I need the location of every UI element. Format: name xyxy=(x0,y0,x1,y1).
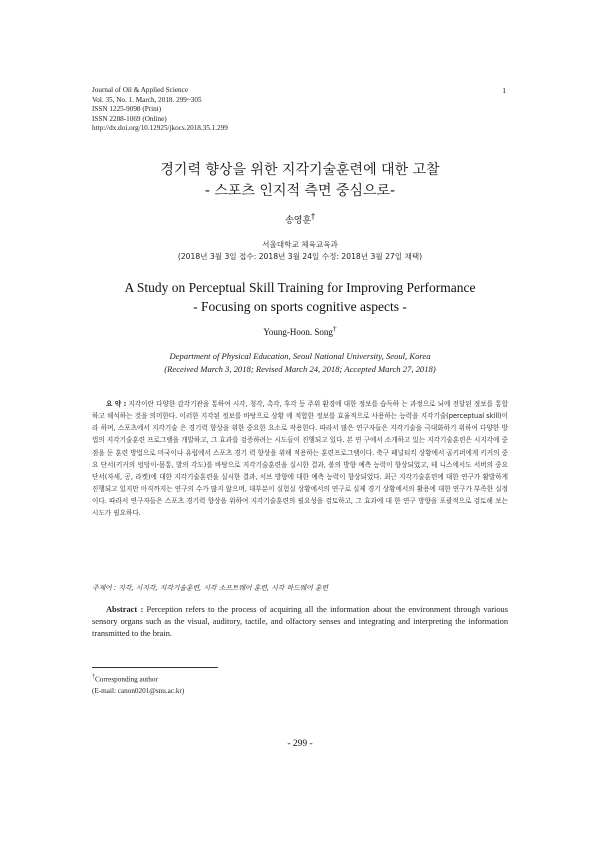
korean-abstract-line: 한 연구 방향을 포괄적으로 검토해 보는 시도가 필요하다. xyxy=(92,497,508,518)
english-title-line1: A Study on Perceptual Skill Training for Improving Performance xyxy=(124,280,476,295)
korean-author xyxy=(0,212,600,226)
korean-abstract-line: 는 과정으로 뇌에 전달된 정보를 통합하고 해석하는 것을 의미한다. 이러한 지각된 정보를 바탕으로 상황 xyxy=(92,400,508,421)
journal-info xyxy=(92,86,228,134)
footnote xyxy=(92,672,184,698)
english-abstract-line: integrating and interpreting the information transmitted to the brain. xyxy=(92,617,509,639)
korean-abstract xyxy=(92,398,508,520)
korean-dates: (2018년 3월 3일 접수: 2018년 3월 24일 수정: 2018년 3월 27일 채택) xyxy=(177,251,423,261)
footnote-email: (E-mail: canon0201@snu.ac.kr) xyxy=(92,686,185,695)
korean-abstract-line: 지각이란 다양한 감각기관을 통하여 시각, 청각, 촉각, 후각 등 주위 환경에 대한 정보를 습득하 xyxy=(128,400,400,408)
journal-volume: Vol. 35, No. 1. March, 2018. 299~305 xyxy=(92,95,202,104)
korean-abstract-line: 구에서 소개하고 있는 지각기술훈련은 시지각에 중점을 둔 훈련 방법으로 미국이나 유럽에서 스포츠 경기 xyxy=(92,436,508,457)
footnote-corresponding: Corresponding author xyxy=(95,675,158,684)
english-author xyxy=(0,324,600,337)
english-dates: (Received March 3, 2018; Revised March 24, 2018; Accepted March 27, 2018) xyxy=(164,363,436,374)
english-abstract xyxy=(92,604,508,641)
english-affiliation-name: Department of Physical Education, Seoul National University, Seoul, Korea xyxy=(169,351,431,361)
korean-title xyxy=(0,160,600,202)
english-abstract-label: Abstract : xyxy=(106,605,144,614)
english-author-name: Young-Hoon. Song xyxy=(263,327,333,337)
korean-abstract-line: 니스에서도 서버의 중요 단서(자세, 공, 라켓)에 대한 지각기술훈련을 실시한 결과, 서브 방향에 대한 예측 xyxy=(92,460,508,481)
korean-abstract-line: 많지 않으며, 대부분이 실험실 상황에서의 연구로 실제 경기 상황에서의 활용에 대한 연구가 부족한 실정 xyxy=(210,485,508,494)
korean-abstract-line: 능력이 향상되었다. 최근 지각기술훈련에 대한 연구가 활발하게 진행되고 있지만 아직까지는 연구의 수가 xyxy=(92,472,508,494)
korean-abstract-line: 에 적합한 정보를 효율적으로 사용하는 능력을 지각기술(perceptual skill)이라 하며, 스포츠에서 지각기술 xyxy=(92,412,509,433)
korean-abstract-line: 은 경기력 향상을 위한 중요한 요소로 작용한다. 따라서 많은 연구자들은 지각기술을 극대화하기 위하여 xyxy=(179,424,478,433)
issn-online: ISSN 2288-1069 (Online) xyxy=(92,114,167,123)
korean-author-name: 송영훈 xyxy=(285,216,312,226)
footnote-mark: † xyxy=(92,674,95,680)
english-title xyxy=(0,278,600,316)
english-abstract-line: Perception refers to the process of acquiring all the information about the environment xyxy=(146,605,451,614)
english-corresponding-mark: † xyxy=(332,324,337,333)
korean-abstract-line: 엉덩이-몸통, 발의 각도)를 바탕으로 지각기술훈련을 실시한 결과, 볼의 방향 예측 능력이 향상되었고, 테 xyxy=(137,460,438,469)
korean-abstract-line: 다양한 방법의 지각기술훈련 프로그램을 개발하고, 그 효과를 검증하려는 시도들이 진행되고 있다. 본 연 xyxy=(92,424,508,445)
korean-affiliation xyxy=(0,239,600,262)
korean-abstract-line: 이다. 따라서 연구자들은 스포츠 경기력 향상을 위하여 지각기술훈련의 필요성을 검토하고, 그 효과에 대 xyxy=(92,497,392,506)
korean-title-line2: - 스포츠 인지적 측면 중심으로- xyxy=(204,183,396,199)
english-affiliation xyxy=(0,350,600,375)
korean-title-line1: 경기력 향상을 위한 지각기술훈련에 대한 고찰 xyxy=(160,162,440,178)
keywords: 주제어 : 지각, 시지각, 지각기술훈련, 시각 소프트웨어 훈련, 시각 하드웨어 훈련 xyxy=(92,584,329,592)
english-title-line2: - Focusing on sports cognitive aspects - xyxy=(193,299,407,314)
footnote-divider xyxy=(92,667,218,668)
journal-name: Journal of Oil & Applied Science xyxy=(92,86,189,94)
doi-link[interactable]: http://dx.doi.org/10.12925/jkocs.2018.35.1.299 xyxy=(92,124,228,133)
korean-affiliation-name: 서울대학교 체육교육과 xyxy=(262,240,338,249)
page-number-top: 1 xyxy=(502,86,506,95)
korean-abstract-label: 요 약 : xyxy=(106,400,127,408)
korean-abstract-line: 력 향상을 위해 적용하는 훈련프로그램이다. 축구 페널티킥 상황에서 골키퍼에게 키커의 중요 단서(키커의 xyxy=(92,448,508,469)
page-number-bottom: - 299 - xyxy=(287,739,313,749)
english-abstract-line: through various sensory organs such as the visual, auditory, tactile, and olfactory senses and xyxy=(92,605,508,627)
issn-print: ISSN 1225-9098 (Print) xyxy=(92,105,162,114)
corresponding-mark: † xyxy=(311,212,315,221)
